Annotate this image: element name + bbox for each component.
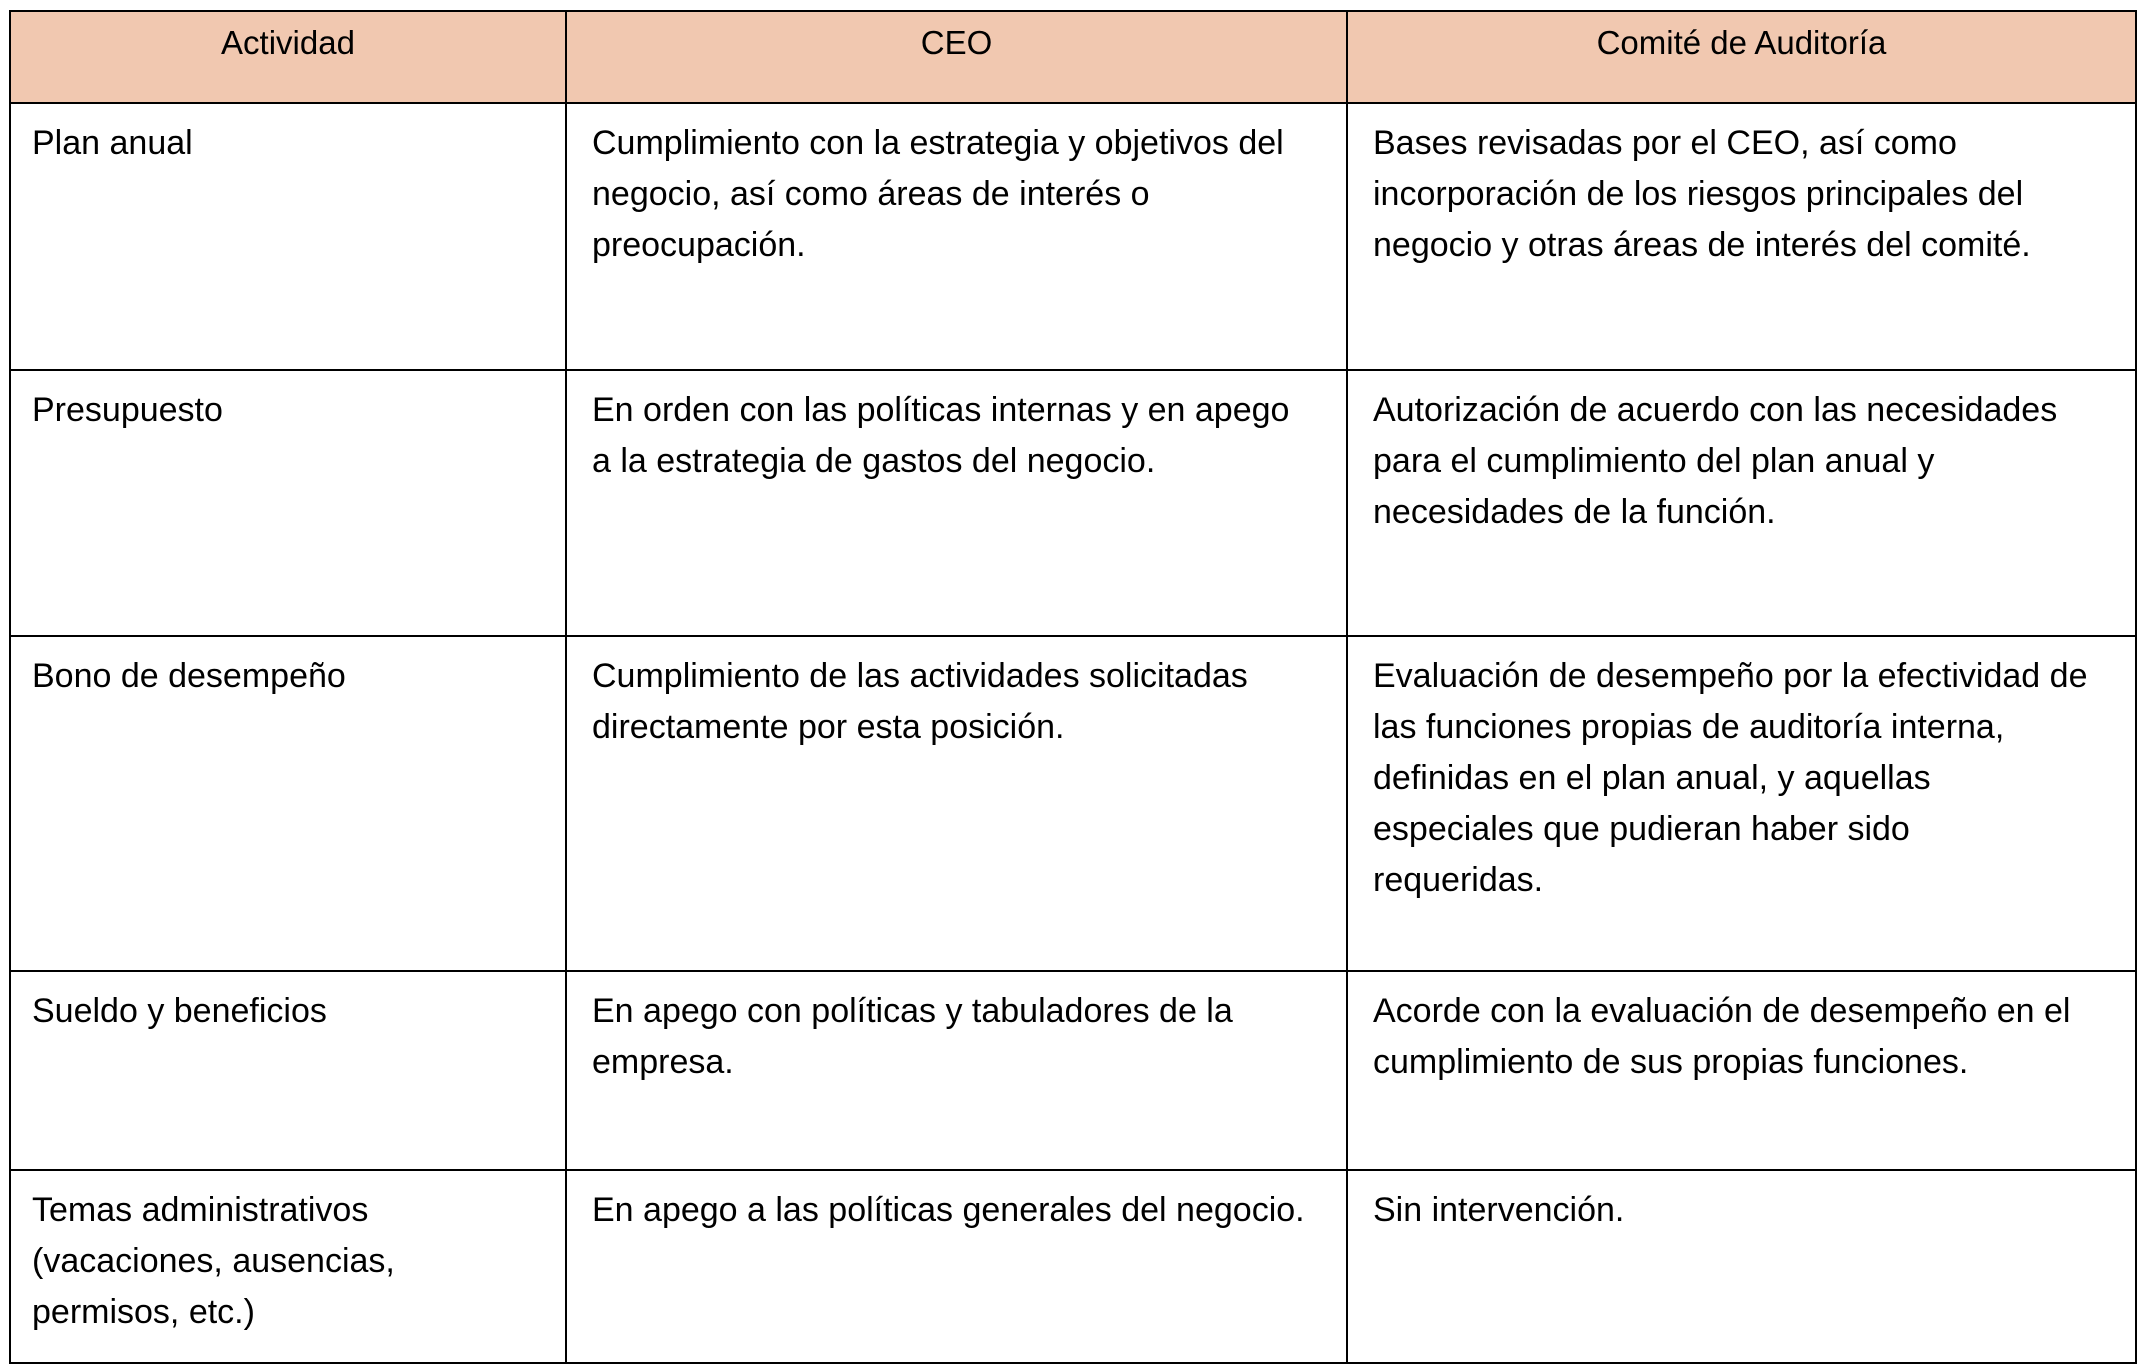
cell-text: Acorde con la evaluación de desempeño en el (1373, 992, 2071, 1030)
cell-text: Cumplimiento con la estrategia y objetivos del (592, 124, 1284, 162)
table-row (10, 1170, 2136, 1363)
header-row (10, 11, 2136, 103)
cell-ceo (566, 370, 1347, 636)
cell-text: incorporación de los riesgos principales del (1373, 175, 2024, 213)
cell-ceo (566, 636, 1347, 971)
cell-text: Cumplimiento de las actividades solicitadas (592, 657, 1248, 695)
cell-text: Plan anual (32, 124, 193, 162)
header-comite: Comité de Auditoría (1347, 11, 2136, 103)
cell-text: directamente por esta posición. (592, 708, 1065, 746)
cell-text: En apego con políticas y tabuladores de la (592, 992, 1233, 1030)
cell-comite (1347, 971, 2136, 1170)
cell-text: Presupuesto (32, 391, 223, 429)
cell-comite (1347, 370, 2136, 636)
cell-actividad (10, 971, 566, 1170)
cell-text: Bases revisadas por el CEO, así como (1373, 124, 1957, 162)
cell-text: definidas en el plan anual, y aquellas (1373, 759, 1931, 797)
cell-comite (1347, 1170, 2136, 1363)
cell-ceo (566, 971, 1347, 1170)
cell-text: (vacaciones, ausencias, (32, 1242, 395, 1280)
cell-text: a la estrategia de gastos del negocio. (592, 442, 1156, 480)
cell-text: negocio, así como áreas de interés o (592, 175, 1150, 213)
cell-text: para el cumplimiento del plan anual y (1373, 442, 1935, 480)
header-ceo: CEO (566, 11, 1347, 103)
header-actividad: Actividad (10, 11, 566, 103)
table-row (10, 636, 2136, 971)
cell-text: negocio y otras áreas de interés del comité. (1373, 226, 2031, 264)
cell-text: En apego a las políticas generales del negocio. (592, 1191, 1305, 1229)
cell-comite (1347, 636, 2136, 971)
cell-actividad (10, 370, 566, 636)
cell-text: Temas administrativos (32, 1191, 369, 1229)
cell-actividad (10, 1170, 566, 1363)
cell-text: cumplimiento de sus propias funciones. (1373, 1043, 1969, 1081)
cell-ceo (566, 103, 1347, 370)
cell-text: preocupación. (592, 226, 806, 264)
cell-text: empresa. (592, 1043, 734, 1081)
cell-text: las funciones propias de auditoría interna, (1373, 708, 2005, 746)
table-row (10, 971, 2136, 1170)
cell-actividad (10, 636, 566, 971)
cell-comite (1347, 103, 2136, 370)
cell-actividad (10, 103, 566, 370)
cell-ceo (566, 1170, 1347, 1363)
cell-text: En orden con las políticas internas y en apego (592, 391, 1290, 429)
cell-text: requeridas. (1373, 861, 1544, 899)
cell-text: Bono de desempeño (32, 657, 346, 695)
cell-text: Sin intervención. (1373, 1191, 1625, 1229)
table-row (10, 370, 2136, 636)
cell-text: permisos, etc.) (32, 1293, 255, 1331)
responsibilities-table (9, 10, 2137, 1364)
cell-text: Sueldo y beneficios (32, 992, 327, 1030)
cell-text: Autorización de acuerdo con las necesidades (1373, 391, 2058, 429)
table-row (10, 103, 2136, 370)
cell-text: necesidades de la función. (1373, 493, 1776, 531)
cell-text: Evaluación de desempeño por la efectividad de (1373, 657, 2088, 695)
cell-text: especiales que pudieran haber sido (1373, 810, 1910, 848)
